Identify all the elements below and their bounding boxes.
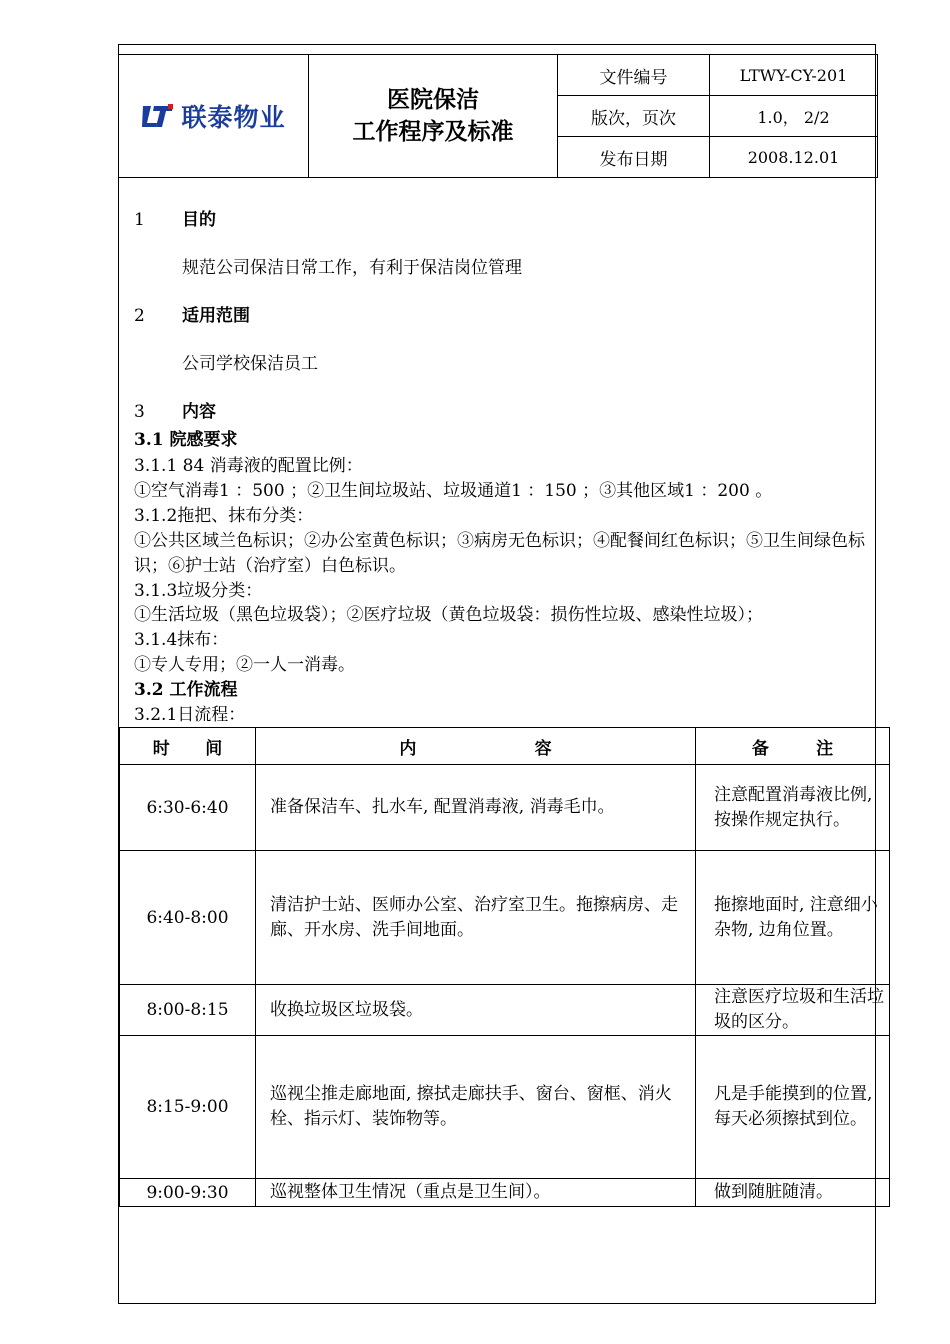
section-3-2-1-heading: 3.2.1日流程： — [134, 705, 246, 725]
section-2-text: 公司学校保洁员工 — [182, 354, 318, 374]
logo-mark-icon — [141, 103, 175, 129]
table-row — [120, 1036, 890, 1179]
row-content: 收换垃圾区垃圾袋。 — [256, 985, 696, 1036]
section-3-1-4-heading: 3.1.4抹布： — [134, 630, 229, 650]
row-content: 清洁护士站、医师办公室、治疗室卫生。拖擦病房、走廊、开水房、洗手间地面。 — [256, 851, 696, 985]
title-line-2: 工作程序及标准 — [352, 119, 514, 145]
row-time: 9:00-9:30 — [120, 1179, 256, 1207]
logo-cell — [119, 55, 309, 178]
field-value-date: 2008.12.01 — [710, 137, 878, 178]
field-label-date: 发布日期 — [558, 137, 710, 178]
table-row — [120, 985, 890, 1036]
section-3-1-4-text: ①专人专用；②一人一消毒。 — [134, 655, 355, 675]
section-3-1-2-heading: 3.1.2拖把、抹布分类： — [134, 506, 314, 526]
section-3-1-3-text: ①生活垃圾（黑色垃圾袋）；②医疗垃圾（黄色垃圾袋：损伤性垃圾、感染性垃圾）； — [134, 605, 763, 625]
row-note: 注意配置消毒液比例,按操作规定执行。 — [696, 765, 890, 851]
row-note: 做到随脏随清。 — [696, 1179, 890, 1207]
section-3-heading: 3 内容 — [134, 402, 216, 422]
row-time: 6:40-8:00 — [120, 851, 256, 985]
section-3-1-1-heading: 3.1.1 84 消毒液的配置比例： — [134, 456, 363, 476]
daily-schedule-table — [119, 727, 890, 1207]
table-row — [120, 1179, 890, 1207]
logo-text: 联泰物业 — [181, 103, 286, 132]
document-header — [118, 54, 878, 178]
row-time: 8:15-9:00 — [120, 1036, 256, 1179]
section-3-1-3-heading: 3.1.3垃圾分类： — [134, 581, 263, 601]
section-3-1-heading: 3.1 院感要求 — [134, 430, 238, 450]
field-value-version: 1.0， 2/2 — [710, 96, 878, 137]
row-content: 巡视尘推走廊地面, 擦拭走廊扶手、窗台、窗框、消火栓、指示灯、装饰物等。 — [256, 1036, 696, 1179]
company-logo — [119, 98, 308, 134]
field-value-doc-number: LTWY-CY-201 — [710, 55, 878, 96]
section-3-2-heading: 3.2 工作流程 — [134, 680, 238, 700]
row-note: 拖擦地面时, 注意细小杂物, 边角位置。 — [696, 851, 890, 985]
section-2-heading: 2 适用范围 — [134, 306, 250, 326]
title-line-1: 医院保洁 — [387, 87, 479, 113]
table-row — [120, 765, 890, 851]
section-3-1-1-text: ①空气消毒1 ：500 ；②卫生间垃圾站、垃圾通道1 ：150 ；③其他区域1 ：200 。 — [134, 481, 773, 501]
col-header-note: 备 注 — [696, 728, 890, 765]
col-header-content: 内 容 — [256, 728, 696, 765]
field-label-version: 版次，页次 — [558, 96, 710, 137]
row-note: 注意医疗垃圾和生活垃圾的区分。 — [696, 985, 890, 1036]
col-header-time: 时 间 — [120, 728, 256, 765]
row-time: 8:00-8:15 — [120, 985, 256, 1036]
row-content: 巡视整体卫生情况（重点是卫生间）。 — [256, 1179, 696, 1207]
section-3-1-2-text: ①公共区域兰色标识；②办公室黄色标识；③病房无色标识；④配餐间红色标识；⑤卫生间绿色标识；⑥护士站（治疗室）白色标识。 — [134, 531, 865, 576]
field-label-doc-number: 文件编号 — [558, 55, 710, 96]
row-time: 6:30-6:40 — [120, 765, 256, 851]
section-1-heading: 1 目的 — [134, 210, 216, 230]
table-row — [120, 851, 890, 985]
section-1-text: 规范公司保洁日常工作，有利于保洁岗位管理 — [182, 258, 522, 278]
table-header-row — [120, 728, 890, 765]
row-content: 准备保洁车、扎水车, 配置消毒液, 消毒毛巾。 — [256, 765, 696, 851]
document-title — [309, 55, 558, 178]
row-note: 凡是手能摸到的位置,每天必须擦拭到位。 — [696, 1036, 890, 1179]
